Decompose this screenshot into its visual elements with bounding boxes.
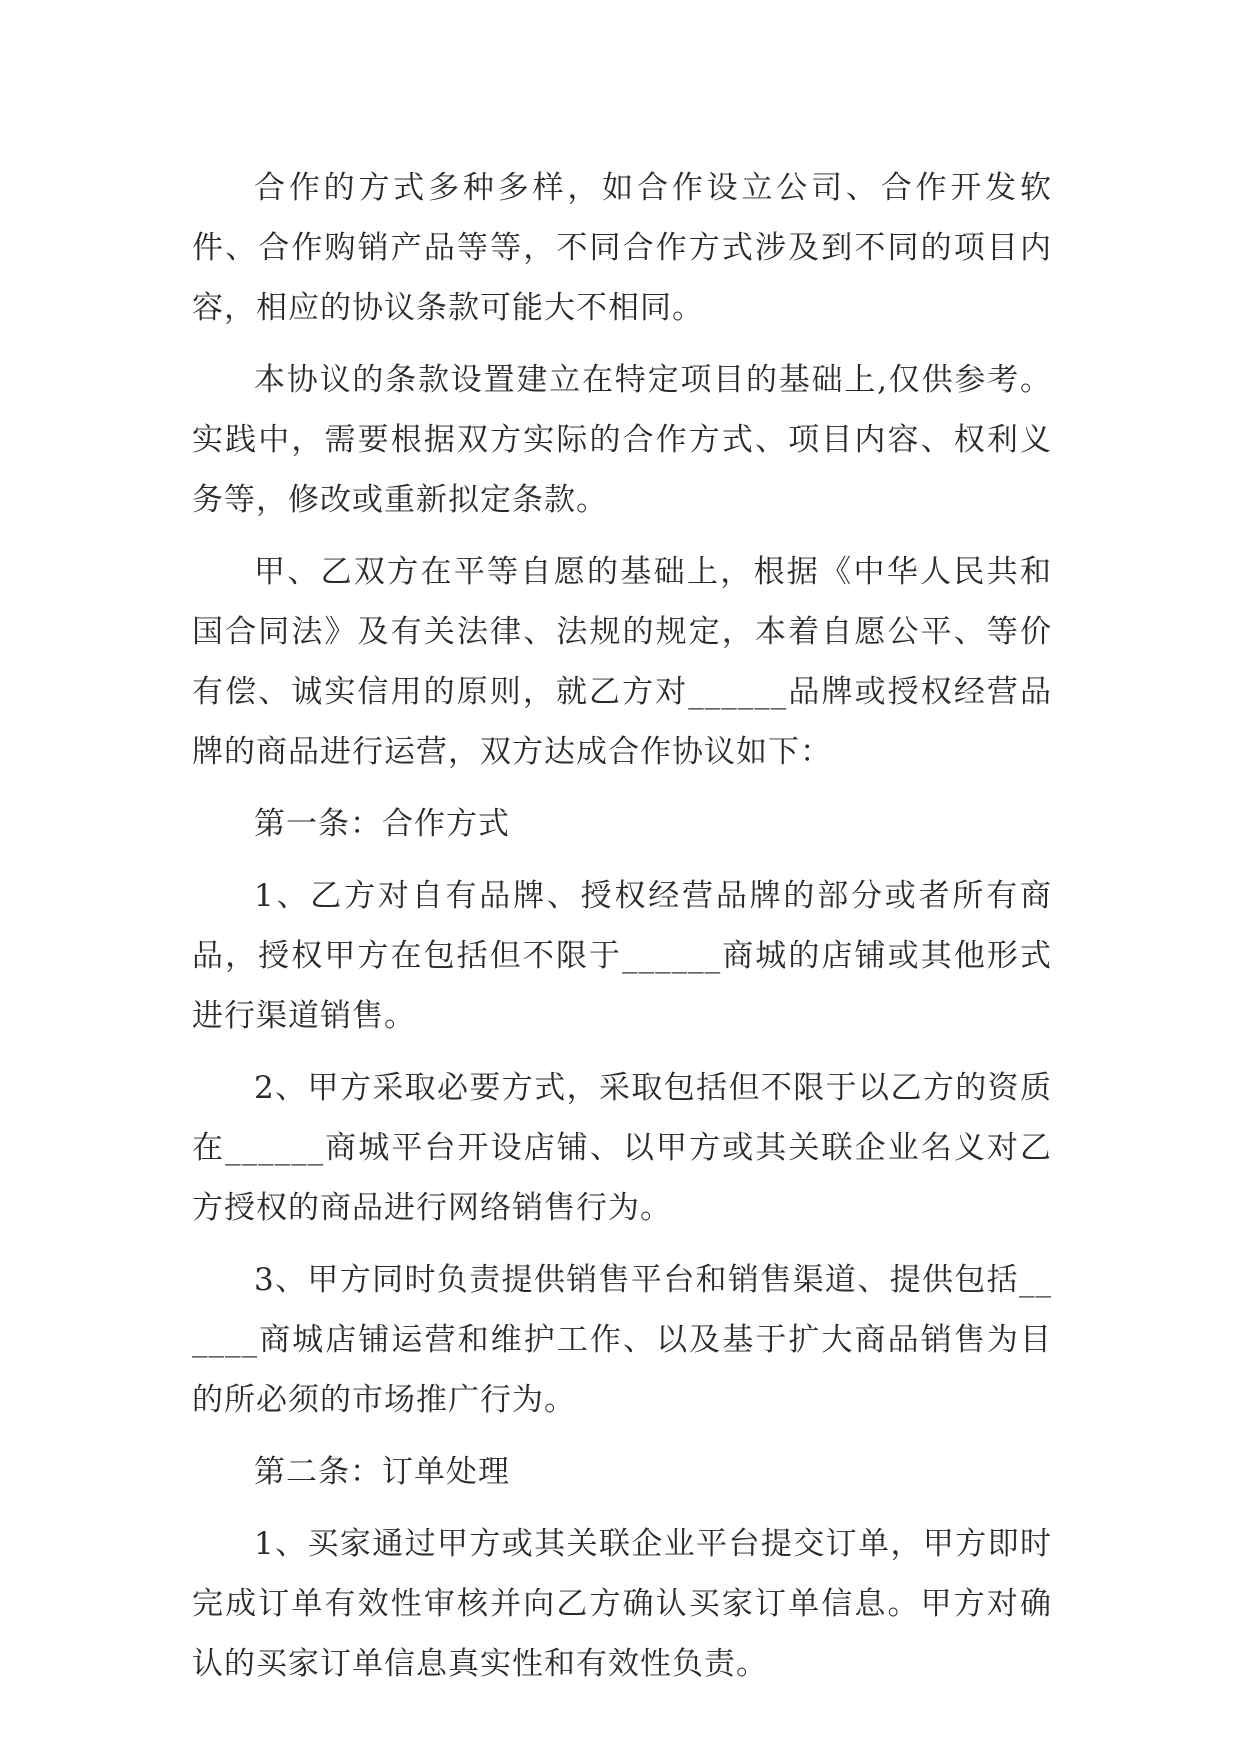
- paragraph-intro-1: 合作的方式多种多样，如合作设立公司、合作开发软件、合作购销产品等等，不同合作方式涉及到不同的项目内容，相应的协议条款可能大不相同。: [192, 170, 1052, 326]
- article-1-clause-3: 3、甲方同时负责提供销售平台和销售渠道、提供包括______商城店铺运营和维护工作、以及基于扩大商品销售为目的所必须的市场推广行为。: [192, 1262, 1052, 1418]
- paragraph-intro-2: 本协议的条款设置建立在特定项目的基础上,仅供参考。实践中，需要根据双方实际的合作方式、项目内容、权利义务等，修改或重新拟定条款。: [192, 362, 1052, 518]
- article-1-clause-1: 1、乙方对自有品牌、授权经营品牌的部分或者所有商品，授权甲方在包括但不限于______商城的店铺或其他形式进行渠道销售。: [192, 878, 1052, 1034]
- article-2-clause-1: 1、买家通过甲方或其关联企业平台提交订单，甲方即时完成订单有效性审核并向乙方确认买家订单信息。甲方对确认的买家订单信息真实性和有效性负责。: [192, 1526, 1052, 1682]
- document-body: [192, 158, 1052, 1706]
- article-2-heading: 第二条：订单处理: [254, 1454, 510, 1490]
- article-1-clause-2: 2、甲方采取必要方式，采取包括但不限于以乙方的资质在______商城平台开设店铺、以甲方或其关联企业名义对乙方授权的商品进行网络销售行为。: [192, 1070, 1052, 1226]
- paragraph-preamble: 甲、乙双方在平等自愿的基础上，根据《中华人民共和国合同法》及有关法律、法规的规定，本着自愿公平、等价有偿、诚实信用的原则，就乙方对______品牌或授权经营品牌的商品进行运营，双方达成合作协议如下：: [192, 554, 1052, 770]
- article-1-heading: 第一条：合作方式: [254, 806, 510, 842]
